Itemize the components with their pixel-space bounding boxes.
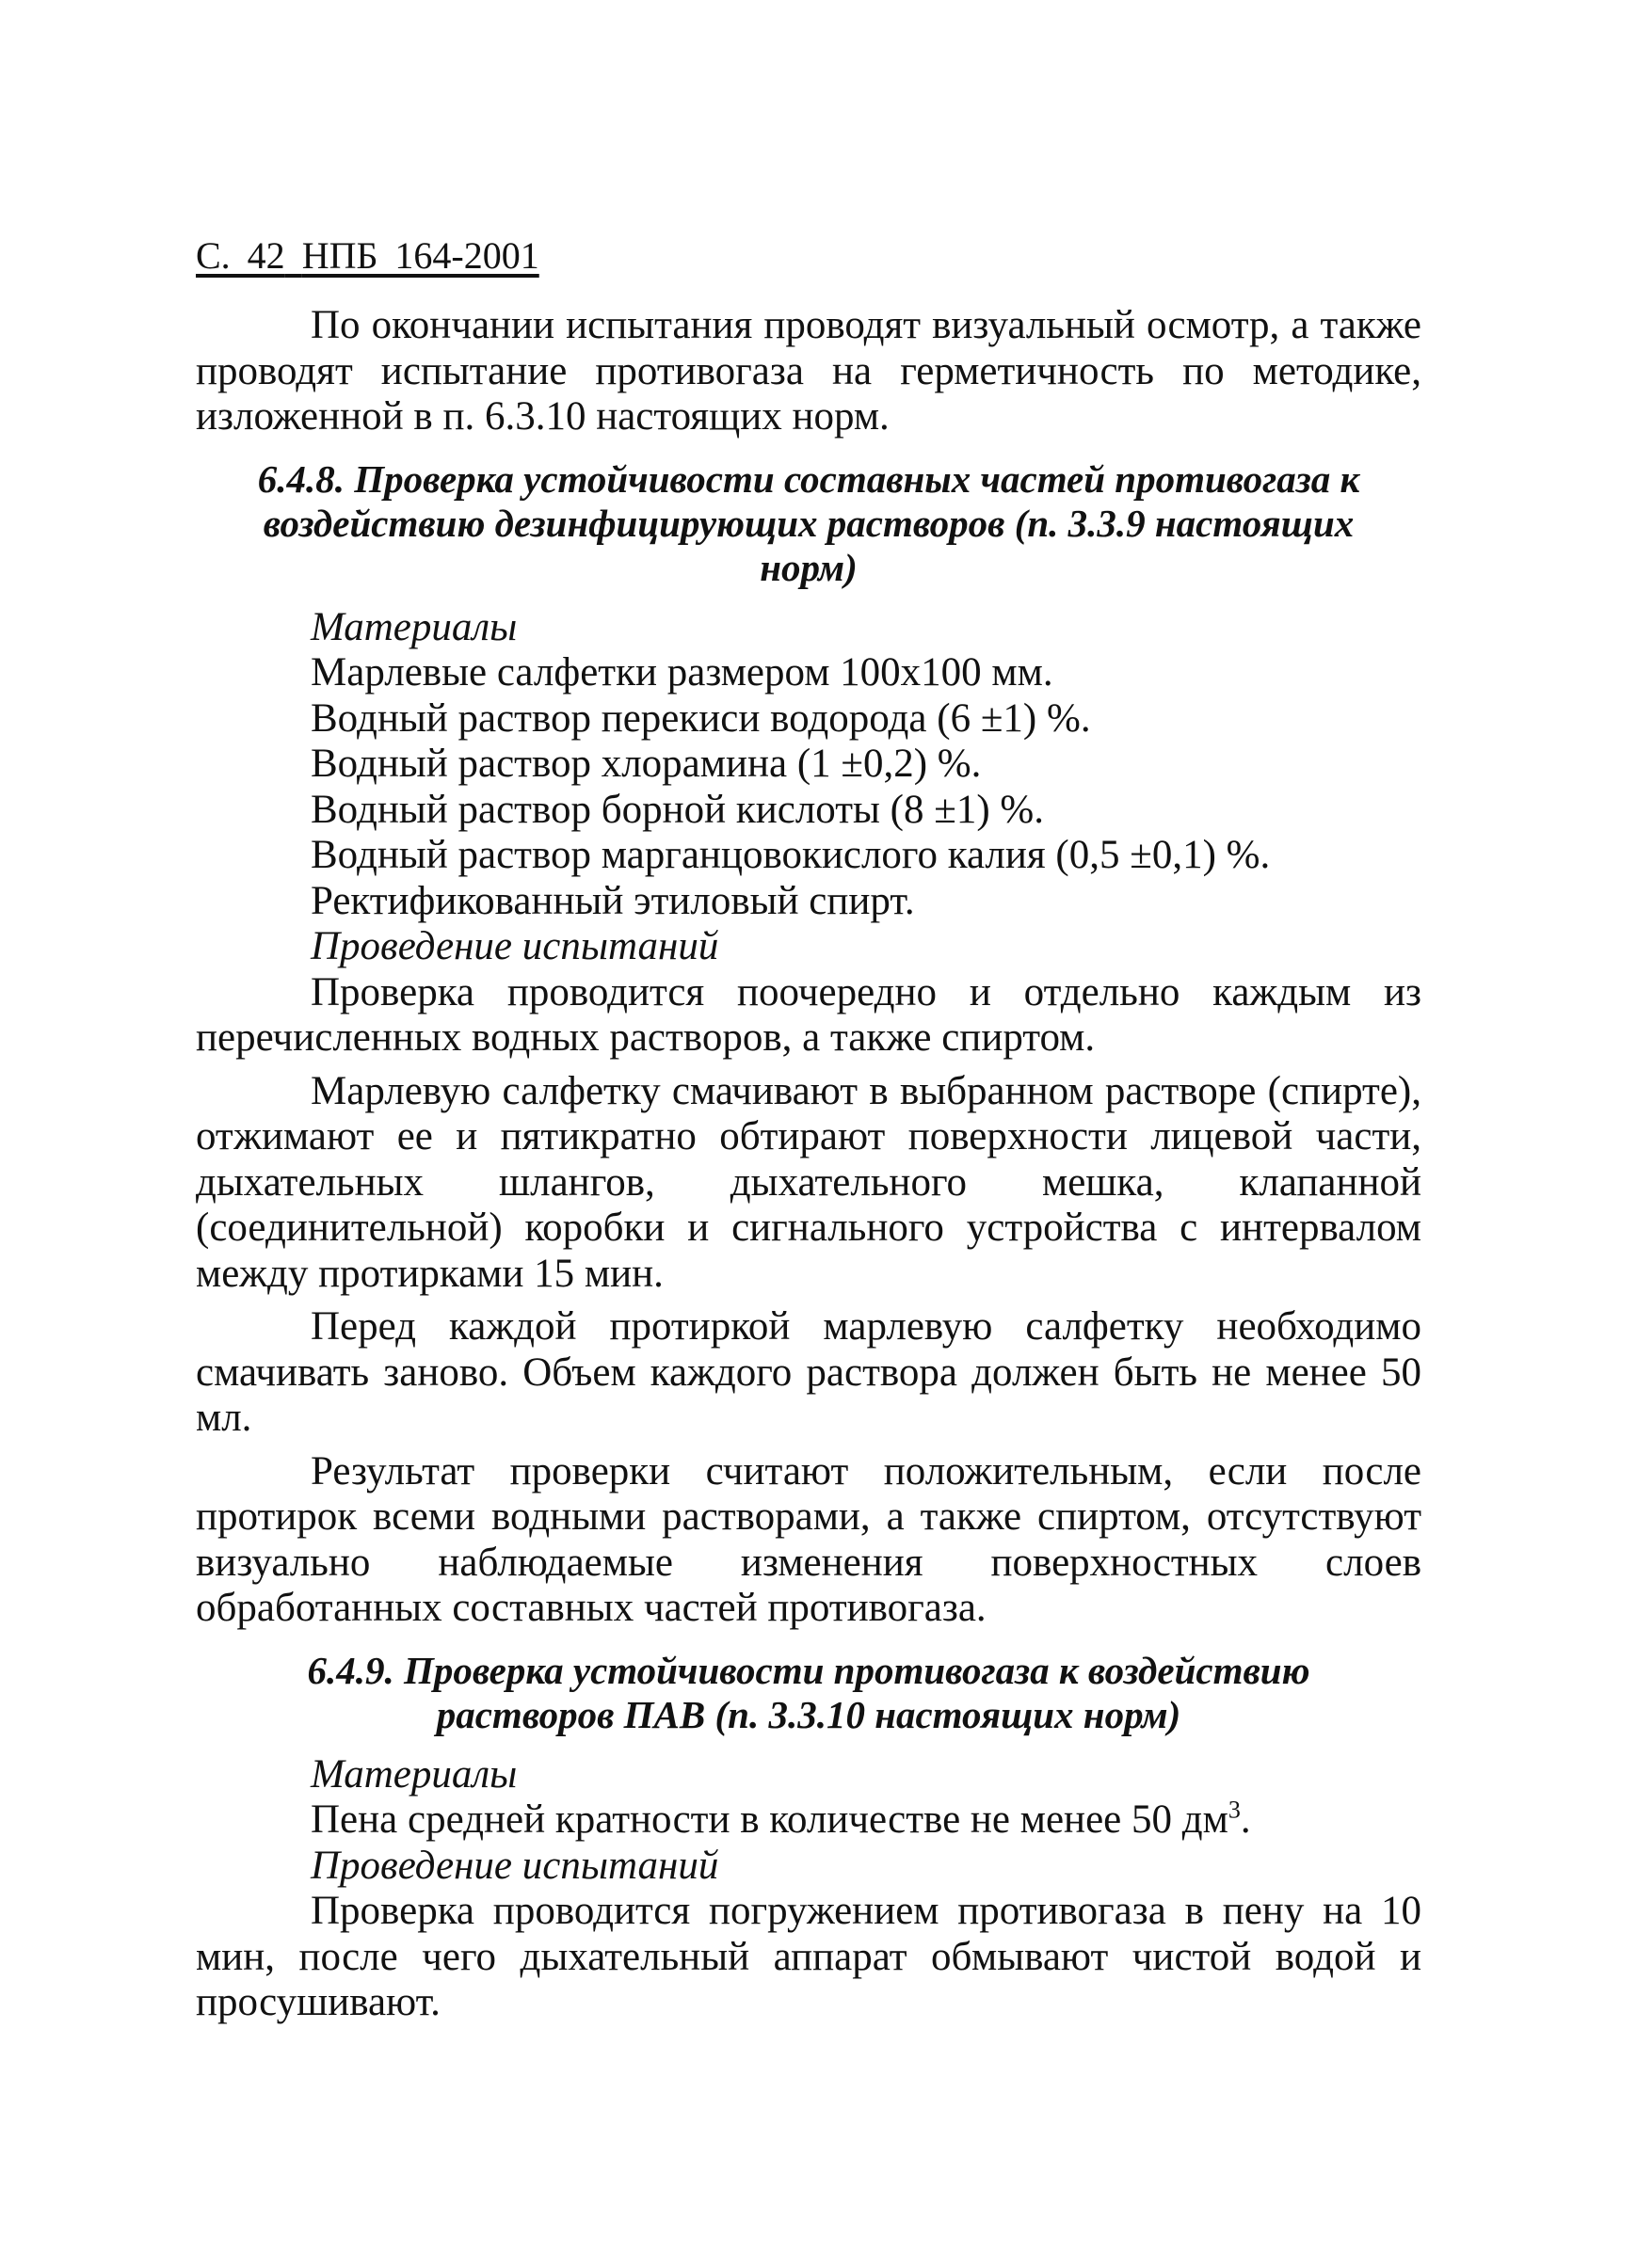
material-item: Водный раствор марганцовокислого калия (0,5 ±0,1) %. (311, 833, 1271, 877)
material-item: Ректификованный этиловый спирт. (311, 878, 915, 923)
foam-material-item (196, 1797, 1421, 1844)
page-header (196, 233, 1421, 279)
procedure-paragraph: Проверка проводится поочередно и отдельно каждым из перечисленных водных растворов, а также спиртом. (196, 969, 1421, 1060)
document-page (196, 233, 1421, 2026)
immersion-paragraph: Проверка проводится погружением противогаза в пену на 10 мин, после чего дыхательный аппарат обмывают чистой водой и просушивают. (196, 1889, 1421, 2024)
material-item: Водный раствор перекиси водорода (6 ±1) %. (311, 695, 1091, 741)
document-code: НПБ 164-2001 (301, 234, 539, 277)
material-item: Водный раствор хлорамина (1 ±0,2) %. (311, 742, 982, 786)
intro-paragraph: По окончании испытания проводят визуальный осмотр, а также проводят испытание противогаза на герметичность по методике, изложенной в п. 6.3.10 настоящих норм. (196, 303, 1421, 439)
section-648-procedure-label: Проведение испытаний (311, 924, 719, 968)
section-649-title: 6.4.9. Проверка устойчивости противогаза к воздействию растворов ПАВ (п. 3.3.10 настоящих норм) (307, 1648, 1310, 1736)
material-item: Марлевые салфетки размером 100x100 мм. (311, 650, 1053, 695)
procedure-paragraph: Марлевую салфетку смачивают в выбранном растворе (спирте), отжимают ее и пятикратно обтирают поверхности лицевой части, дыхательных шлангов, дыхательного мешка, клапанной (соединительной) коробки и сигнального устройства с интервалом между протирками 15 мин. (196, 1068, 1421, 1296)
material-item: Водный раствор борной кислоты (8 ±1) %. (311, 787, 1044, 832)
page-number: С. 42 (196, 234, 285, 277)
unit-exponent: 3 (1228, 1796, 1241, 1824)
procedure-paragraph: Перед каждой протиркой марлевую салфетку необходимо смачивать заново. Объем каждого раствора должен быть не менее 50 мл. (196, 1304, 1421, 1440)
section-649-procedure-label: Проведение испытаний (311, 1843, 719, 1888)
result-paragraph: Результат проверки считают положительным, если после протирок всеми водными растворами, а также спиртом, отсутствуют визуально наблюдаемые изменения поверхностных слоев обработанных составных частей противогаза. (196, 1448, 1421, 1630)
section-648-title: 6.4.8. Проверка устойчивости составных частей противогаза к воздействию дезинфицирующих растворов (п. 3.3.9 настоящих норм) (257, 456, 1360, 589)
foam-material-end: . (1240, 1797, 1251, 1842)
foam-material-text: Пена средней кратности в количестве не менее 50 дм (311, 1797, 1228, 1842)
section-648-materials-label: Материалы (311, 604, 518, 649)
section-649-materials-label: Материалы (311, 1751, 518, 1797)
